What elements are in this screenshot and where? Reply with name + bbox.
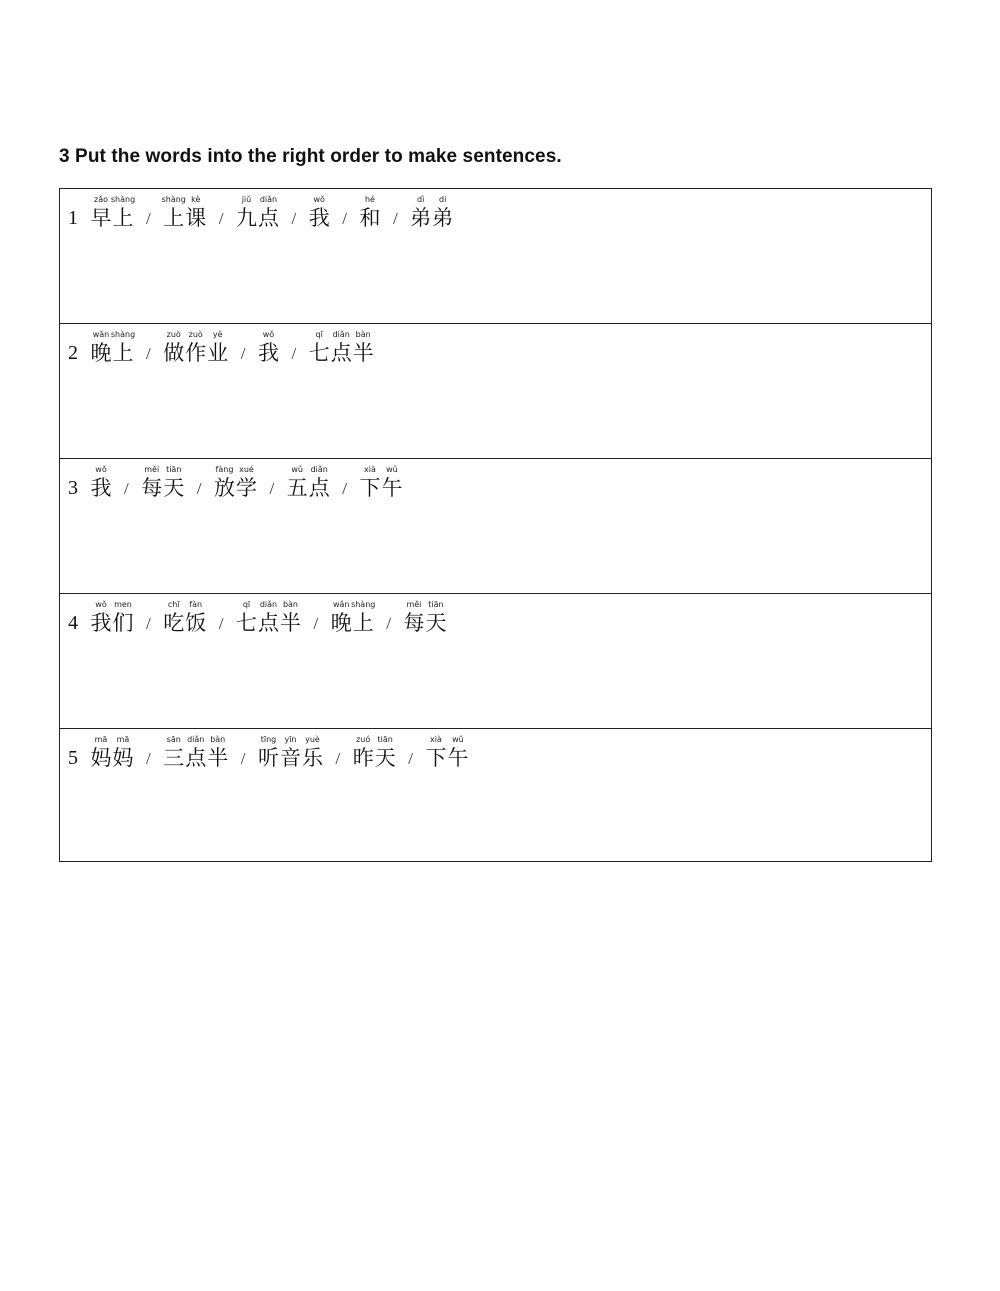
character — [257, 330, 279, 366]
character — [308, 465, 330, 501]
pinyin-annotation: měi — [406, 600, 422, 609]
character — [432, 195, 454, 231]
pinyin-annotation: wǎn — [332, 600, 350, 609]
word-line — [68, 735, 469, 771]
character — [308, 330, 330, 366]
pinyin-annotation: mā — [94, 735, 108, 744]
word-separator: / — [146, 344, 151, 363]
word-card — [359, 465, 403, 501]
hanzi-character: 七 — [235, 611, 257, 635]
word-separator: / — [408, 749, 413, 768]
hanzi-character: 弟 — [410, 206, 432, 230]
word-card — [163, 195, 207, 231]
character — [257, 600, 279, 636]
character — [425, 600, 447, 636]
exercise-table — [59, 188, 932, 862]
word-card — [163, 735, 229, 771]
pinyin-annotation: wǔ — [452, 735, 464, 744]
exercise-instruction: 3 Put the words into the right order to make sentences. — [59, 146, 562, 167]
character — [308, 195, 330, 231]
pinyin-annotation: mā — [116, 735, 130, 744]
pinyin-annotation: zuò — [166, 330, 181, 339]
word-separator: / — [386, 614, 391, 633]
word-separator: / — [313, 614, 319, 633]
word-card — [90, 330, 134, 366]
word-separator: / — [196, 479, 202, 498]
word-card — [403, 600, 447, 636]
pinyin-annotation: diǎn — [310, 465, 328, 474]
hanzi-character: 妈 — [112, 746, 134, 770]
pinyin-annotation: shàng — [110, 330, 136, 339]
character — [207, 330, 229, 366]
pinyin-annotation: chī — [167, 600, 180, 609]
character — [447, 735, 469, 771]
pinyin-annotation: qī — [315, 330, 323, 339]
word-separator: / — [240, 344, 246, 363]
hanzi-character: 听 — [257, 746, 279, 770]
word-separator: / — [218, 209, 224, 228]
exercise-row — [60, 459, 931, 594]
word-card — [257, 735, 323, 771]
character — [425, 735, 447, 771]
character — [185, 195, 207, 231]
word-card — [235, 195, 279, 231]
character — [410, 195, 432, 231]
hanzi-character: 学 — [235, 476, 257, 500]
character — [235, 195, 257, 231]
hanzi-character: 点 — [257, 206, 279, 230]
word-line — [68, 465, 403, 501]
character — [141, 465, 163, 501]
hanzi-character: 早 — [90, 206, 112, 230]
pinyin-annotation: tiān — [428, 600, 444, 609]
character — [90, 330, 112, 366]
hanzi-character: 午 — [381, 476, 403, 500]
hanzi-character: 课 — [185, 206, 207, 230]
hanzi-character: 上 — [163, 206, 185, 230]
character — [359, 465, 381, 501]
hanzi-character: 作 — [185, 341, 207, 365]
character — [235, 465, 257, 501]
hanzi-character: 天 — [425, 611, 447, 635]
pinyin-annotation: zuò — [188, 330, 203, 339]
character — [185, 600, 207, 636]
character — [286, 465, 308, 501]
pinyin-annotation: bàn — [282, 600, 298, 609]
word-line — [68, 600, 447, 636]
pinyin-annotation: yīn — [284, 735, 297, 744]
pinyin-annotation: wǒ — [95, 465, 107, 474]
word-separator: / — [335, 749, 341, 768]
character — [90, 735, 112, 771]
word-card — [90, 465, 112, 501]
pinyin-annotation: diǎn — [187, 735, 205, 744]
word-card — [308, 330, 374, 366]
character — [330, 600, 352, 636]
hanzi-character: 饭 — [185, 611, 207, 635]
hanzi-character: 晚 — [90, 341, 112, 365]
row-number: 1 — [68, 207, 78, 229]
hanzi-character: 乐 — [301, 746, 323, 770]
hanzi-character: 妈 — [90, 746, 112, 770]
pinyin-annotation: zuó — [356, 735, 371, 744]
word-separator: / — [342, 209, 347, 228]
hanzi-character: 午 — [447, 746, 469, 770]
word-card — [330, 600, 374, 636]
hanzi-character: 每 — [403, 611, 425, 635]
row-number: 2 — [68, 342, 78, 364]
character — [257, 735, 279, 771]
pinyin-annotation: tiān — [166, 465, 182, 474]
pinyin-annotation: diǎn — [259, 600, 278, 609]
hanzi-character: 我 — [90, 611, 112, 635]
character — [257, 195, 279, 231]
word-card — [235, 600, 301, 636]
word-separator: / — [146, 209, 151, 228]
word-card — [352, 735, 396, 771]
pinyin-annotation: měi — [144, 465, 160, 474]
word-card — [163, 600, 207, 636]
word-card — [163, 330, 229, 366]
pinyin-annotation: kè — [191, 195, 201, 204]
word-separator: / — [269, 479, 275, 498]
pinyin-annotation: qī — [242, 600, 251, 609]
word-card — [90, 735, 134, 771]
word-card — [257, 330, 279, 366]
pinyin-annotation: dì — [417, 195, 425, 204]
pinyin-annotation: diǎn — [332, 330, 350, 339]
pinyin-annotation: shàng — [351, 600, 376, 609]
word-separator: / — [291, 209, 297, 228]
word-separator: / — [291, 344, 297, 363]
hanzi-character: 点 — [257, 611, 279, 635]
hanzi-character: 昨 — [352, 746, 374, 770]
hanzi-character: 和 — [359, 206, 381, 230]
character — [330, 330, 352, 366]
hanzi-character: 三 — [163, 746, 185, 770]
exercise-row — [60, 729, 931, 863]
character — [163, 195, 185, 231]
word-separator: / — [240, 749, 246, 768]
hanzi-character: 上 — [352, 611, 374, 635]
character — [279, 735, 301, 771]
row-number: 3 — [68, 477, 78, 499]
row-number: 4 — [68, 612, 78, 634]
exercise-row — [60, 324, 931, 459]
hanzi-character: 天 — [163, 476, 185, 500]
character — [352, 600, 374, 636]
pinyin-annotation: wǒ — [313, 195, 325, 204]
word-card — [308, 195, 330, 231]
character — [163, 330, 185, 366]
character — [374, 735, 396, 771]
character — [90, 600, 112, 636]
pinyin-annotation: shàng — [110, 195, 136, 204]
hanzi-character: 弟 — [432, 206, 454, 230]
character — [112, 330, 134, 366]
hanzi-character: 九 — [235, 206, 257, 230]
character — [90, 465, 112, 501]
hanzi-character: 做 — [163, 341, 185, 365]
character — [403, 600, 425, 636]
pinyin-annotation: yuè — [305, 735, 320, 744]
pinyin-annotation: fàng — [215, 465, 234, 474]
character — [163, 600, 185, 636]
pinyin-annotation: di — [439, 195, 447, 204]
pinyin-annotation: xià — [364, 465, 376, 474]
word-separator: / — [342, 479, 347, 498]
pinyin-annotation: yè — [212, 330, 223, 339]
character — [112, 600, 134, 636]
hanzi-character: 放 — [213, 476, 235, 500]
character — [279, 600, 301, 636]
character — [112, 195, 134, 231]
character — [213, 465, 235, 501]
hanzi-character: 半 — [279, 611, 301, 635]
hanzi-character: 我 — [90, 476, 112, 500]
character — [235, 600, 257, 636]
character — [185, 735, 207, 771]
hanzi-character: 音 — [279, 746, 301, 770]
word-card — [90, 600, 134, 636]
pinyin-annotation: shàng — [161, 195, 186, 204]
character — [381, 465, 403, 501]
character — [352, 735, 374, 771]
hanzi-character: 我 — [308, 206, 330, 230]
hanzi-character: 我 — [257, 341, 279, 365]
pinyin-annotation: wǔ — [386, 465, 398, 474]
hanzi-character: 半 — [352, 341, 374, 365]
word-separator: / — [124, 479, 129, 498]
character — [301, 735, 323, 771]
word-separator: / — [146, 614, 151, 633]
pinyin-annotation: wǎn — [92, 330, 110, 339]
hanzi-character: 半 — [207, 746, 229, 770]
character — [90, 195, 112, 231]
word-card — [425, 735, 469, 771]
pinyin-annotation: jiǔ — [241, 195, 252, 204]
character — [112, 735, 134, 771]
word-line — [68, 195, 454, 231]
row-number: 5 — [68, 747, 78, 769]
hanzi-character: 下 — [359, 476, 381, 500]
word-line — [68, 330, 374, 366]
character — [163, 465, 185, 501]
pinyin-annotation: bàn — [355, 330, 371, 339]
pinyin-annotation: xué — [239, 465, 254, 474]
hanzi-character: 下 — [425, 746, 447, 770]
pinyin-annotation: zǎo — [94, 195, 108, 204]
pinyin-annotation: wǒ — [262, 330, 275, 339]
hanzi-character: 五 — [286, 476, 308, 500]
pinyin-annotation: tīng — [260, 735, 277, 744]
hanzi-character: 们 — [112, 611, 134, 635]
exercise-row — [60, 594, 931, 729]
hanzi-character: 每 — [141, 476, 163, 500]
pinyin-annotation: xià — [430, 735, 442, 744]
character — [359, 195, 381, 231]
character — [163, 735, 185, 771]
hanzi-character: 上 — [112, 341, 134, 365]
character — [185, 330, 207, 366]
pinyin-annotation: bàn — [210, 735, 226, 744]
hanzi-character: 天 — [374, 746, 396, 770]
exercise-row — [60, 189, 931, 324]
word-card — [359, 195, 381, 231]
word-separator: / — [146, 749, 151, 768]
pinyin-annotation: fàn — [189, 600, 203, 609]
pinyin-annotation: hé — [364, 195, 375, 204]
pinyin-annotation: wǒ — [95, 600, 107, 609]
word-card — [286, 465, 330, 501]
hanzi-character: 业 — [207, 341, 229, 365]
word-card — [90, 195, 134, 231]
character — [352, 330, 374, 366]
word-separator: / — [392, 209, 398, 228]
hanzi-character: 点 — [185, 746, 207, 770]
pinyin-annotation: tiān — [377, 735, 393, 744]
pinyin-annotation: wǔ — [291, 465, 304, 474]
word-card — [410, 195, 454, 231]
hanzi-character: 上 — [112, 206, 134, 230]
hanzi-character: 点 — [330, 341, 352, 365]
word-separator: / — [218, 614, 224, 633]
word-card — [141, 465, 185, 501]
pinyin-annotation: men — [114, 600, 132, 609]
hanzi-character: 吃 — [163, 611, 185, 635]
pinyin-annotation: diǎn — [259, 195, 278, 204]
character — [207, 735, 229, 771]
hanzi-character: 晚 — [330, 611, 352, 635]
hanzi-character: 七 — [308, 341, 330, 365]
word-card — [213, 465, 257, 501]
hanzi-character: 点 — [308, 476, 330, 500]
pinyin-annotation: sān — [166, 735, 181, 744]
